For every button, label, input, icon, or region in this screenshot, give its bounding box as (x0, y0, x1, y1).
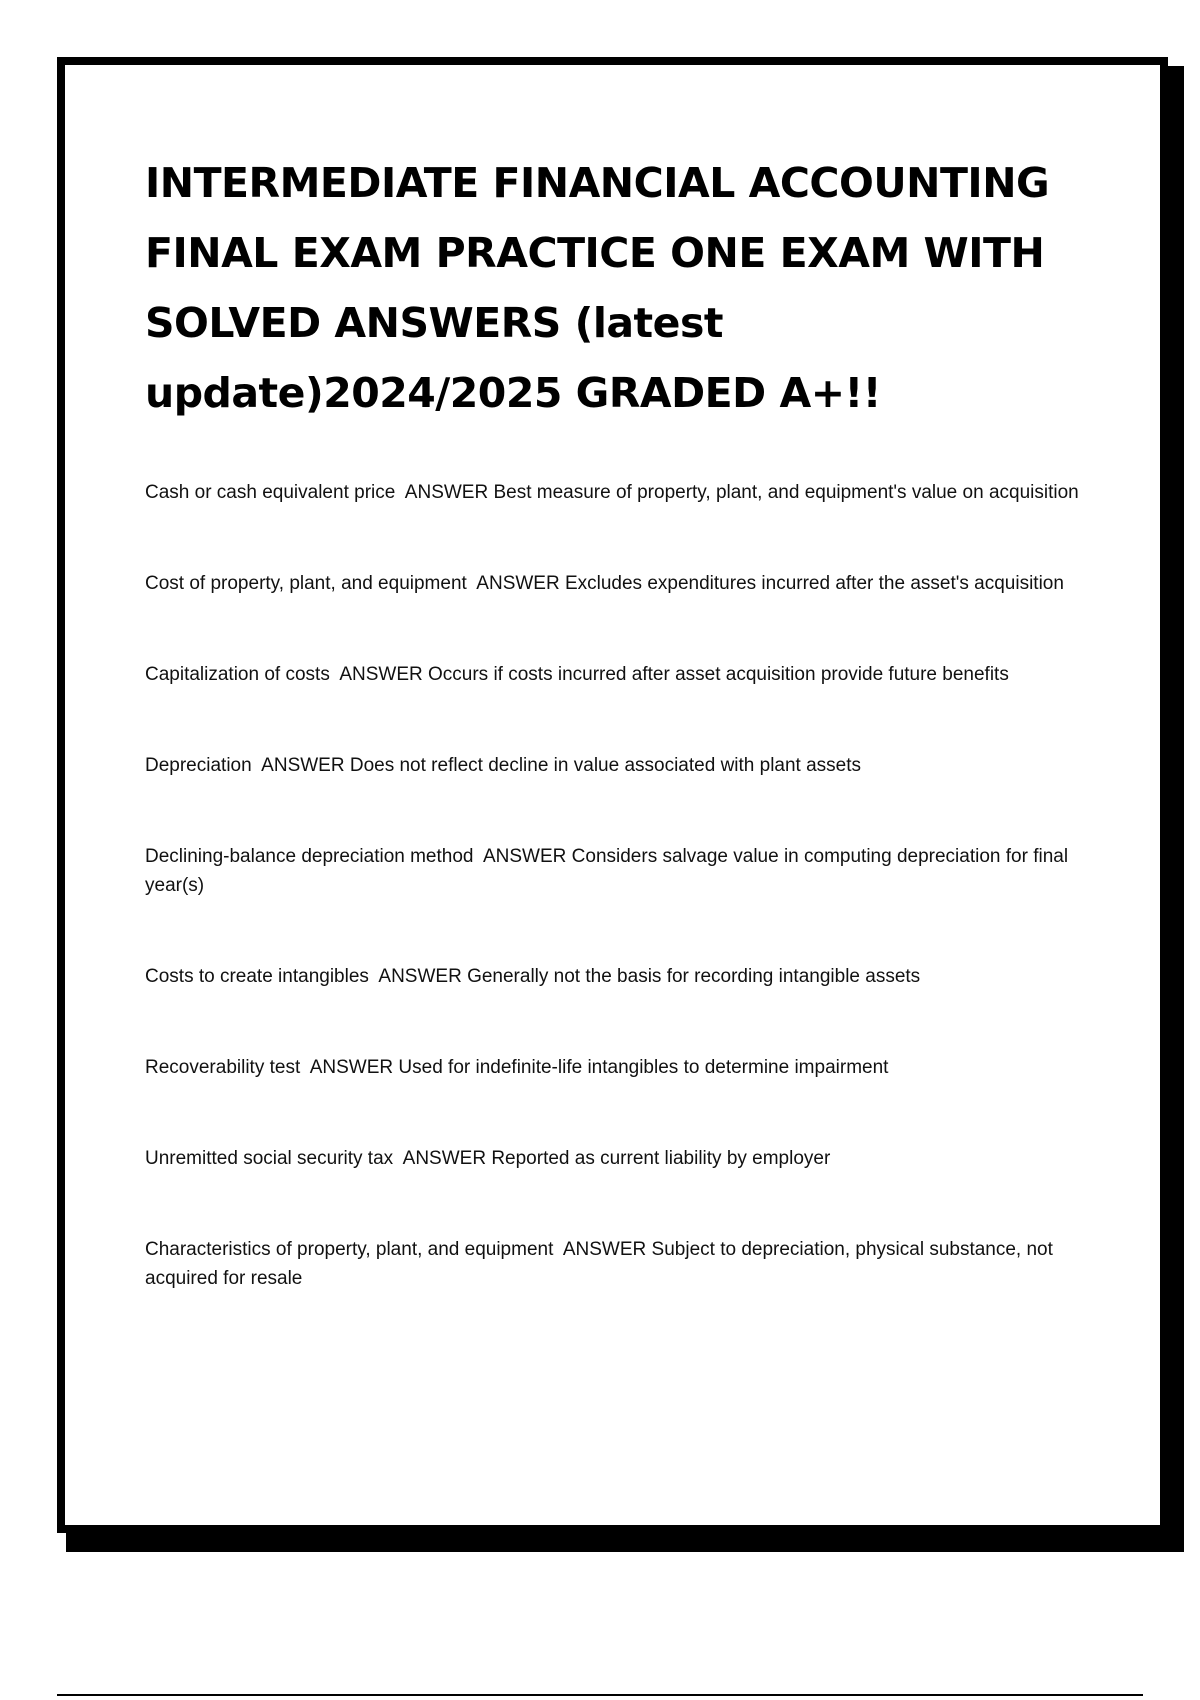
footer-rule (57, 1694, 1143, 1696)
qa-item-3: Capitalization of costs ANSWER Occurs if costs incurred after asset acquisition provide future benefits (145, 664, 1009, 685)
qa-item-8: Unremitted social security tax ANSWER Reported as current liability by employer (145, 1148, 831, 1169)
qa-item-1: Cash or cash equivalent price ANSWER Best measure of property, plant, and equipment's value on acquisition (145, 482, 1079, 503)
document-content (145, 148, 1100, 1355)
qa-item-4: Depreciation ANSWER Does not reflect decline in value associated with plant assets (145, 755, 862, 776)
document-title: INTERMEDIATE FINANCIAL ACCOUNTING FINAL EXAM PRACTICE ONE EXAM WITH SOLVED ANSWERS (latest update)2024/2025 GRADED A+!! (145, 159, 1050, 417)
qa-item-9: Characteristics of property, plant, and equipment ANSWER Subject to depreciation, physical substance, not acquired for resale (145, 1239, 1059, 1289)
qa-item-6: Costs to create intangibles ANSWER Generally not the basis for recording intangible assets (145, 966, 921, 987)
qa-item-7: Recoverability test ANSWER Used for indefinite-life intangibles to determine impairment (145, 1057, 889, 1078)
qa-item-5: Declining-balance depreciation method ANSWER Considers salvage value in computing depreciation for final year(s) (145, 846, 1074, 896)
qa-item-2: Cost of property, plant, and equipment ANSWER Excludes expenditures incurred after the asset's acquisition (145, 573, 1064, 594)
qa-list (145, 478, 1100, 1293)
